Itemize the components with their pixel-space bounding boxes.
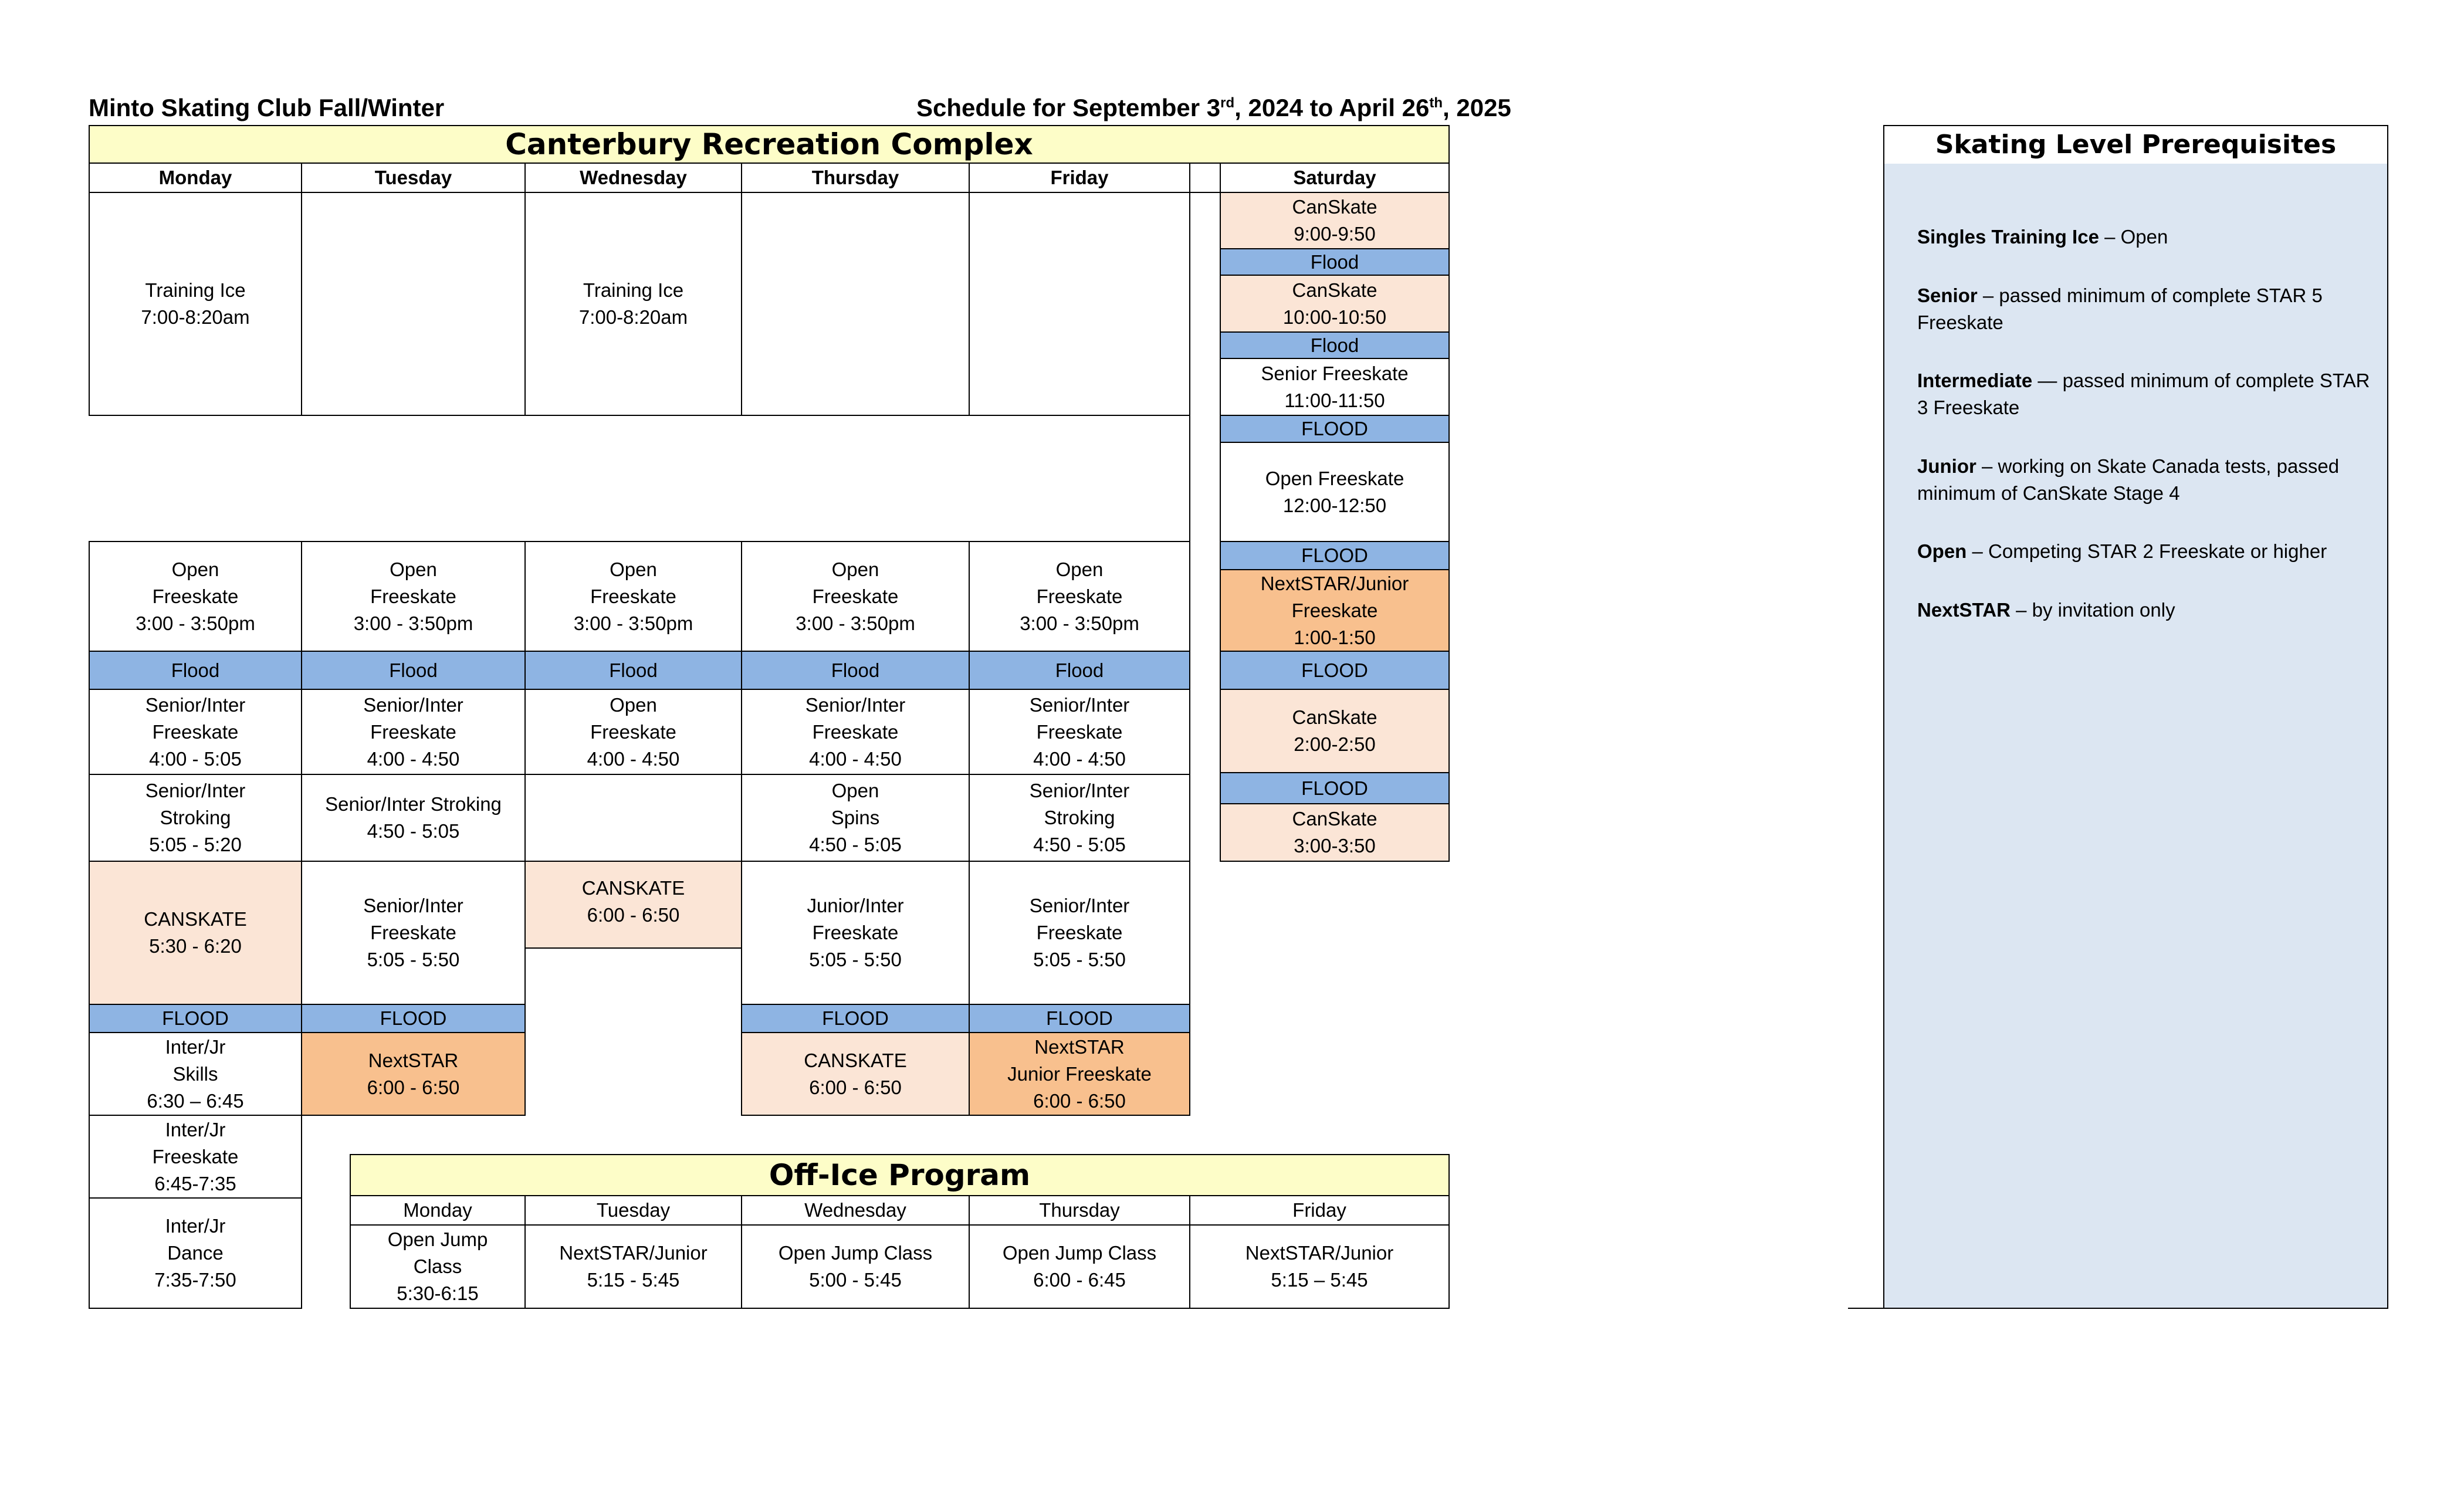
session-type: Freeskate [370, 720, 456, 743]
session-name: Open [610, 558, 657, 580]
session-name: Training Ice [145, 279, 246, 301]
monday-canskate [89, 861, 302, 1005]
session-type: Dance [167, 1242, 224, 1264]
session-name: CANSKATE [804, 1049, 907, 1071]
wednesday-flood-1: Flood [524, 651, 742, 690]
session-name: Inter/Jr [165, 1215, 226, 1237]
session-type: Freeskate [152, 1145, 239, 1167]
saturday-flood-6: FLOOD [1220, 772, 1450, 804]
session-type: Freeskate [152, 585, 239, 607]
session-time: 6:00 - 6:50 [809, 1076, 902, 1098]
session-type: Stroking [1044, 807, 1115, 828]
off-ice-day-friday: Friday [1189, 1195, 1450, 1226]
tuesday-morning-empty [301, 192, 526, 416]
session-name: Open [171, 558, 219, 580]
session-name: Open [1055, 558, 1104, 580]
tuesday-nextstar [301, 1032, 526, 1116]
session-name: Senior Freeskate [1261, 362, 1409, 384]
session-time: 2:00-2:50 [1294, 733, 1376, 755]
day-header-tuesday: Tuesday [301, 163, 526, 193]
session-time: 6:45-7:35 [154, 1172, 236, 1194]
header-spacer [1189, 163, 1221, 193]
session-type: Spins [831, 807, 880, 828]
session-time: 5:05 - 5:50 [1033, 949, 1126, 970]
saturday-flood-2: Flood [1220, 331, 1450, 359]
session-time: 4:00 - 4:50 [367, 747, 460, 770]
monday-inter-jr-skills [89, 1032, 302, 1116]
saturday-senior-freeskate [1220, 358, 1450, 416]
day-header-monday: Monday [89, 163, 302, 193]
session-time: 4:50 - 5:05 [1033, 834, 1126, 855]
session-type: Freeskate [1036, 922, 1123, 943]
session-name: Senior/Inter [1029, 693, 1130, 716]
session-time: 6:00 - 6:50 [367, 1076, 460, 1098]
monday-senior-inter-stroking [89, 774, 302, 862]
session-time: 5:00 - 5:45 [809, 1269, 902, 1291]
prereq-item: Singles Training Ice – Open [1917, 226, 2168, 248]
session-type: Freeskate [370, 922, 456, 943]
session-name: CanSkate [1292, 808, 1377, 830]
session-time: 9:00-9:50 [1294, 223, 1376, 245]
tuesday-senior-inter-freeskate-2 [301, 861, 526, 1005]
session-time: 3:00-3:50 [1294, 835, 1376, 857]
session-name: Open [610, 693, 657, 716]
off-ice-friday-nextstar-junior [1189, 1224, 1450, 1309]
session-time: 5:30 - 6:20 [149, 935, 242, 957]
prereq-item: Junior – working on Skate Canada tests, passed minimum of CanSkate Stage 4 [1917, 455, 2340, 504]
session-name: Inter/Jr [165, 1035, 226, 1058]
session-name: Inter/Jr [165, 1118, 226, 1140]
session-time: 12:00-12:50 [1282, 494, 1387, 516]
session-name: Open Jump Class [1002, 1242, 1157, 1264]
tuesday-flood-1: Flood [301, 651, 526, 690]
thursday-flood-2: FLOOD [741, 1004, 970, 1033]
session-time: 6:00 - 6:50 [587, 904, 680, 926]
monday-open-freeskate [89, 541, 302, 652]
saturday-flood-5: FLOOD [1220, 651, 1450, 690]
session-type: Freeskate [152, 720, 239, 743]
session-name: CanSkate [1292, 279, 1377, 301]
session-time: 5:15 - 5:45 [587, 1269, 680, 1291]
saturday-canskate-3 [1220, 689, 1450, 773]
session-time: 11:00-11:50 [1284, 389, 1385, 411]
session-name: Open [831, 780, 879, 801]
friday-nextstar-junior [969, 1032, 1190, 1116]
session-type: Freeskate [1036, 720, 1123, 743]
session-name: Open [390, 558, 437, 580]
friday-flood-2: FLOOD [969, 1004, 1190, 1033]
session-name: Open Freeskate [1265, 467, 1404, 489]
session-name: Senior/Inter [145, 693, 246, 716]
session-time: 5:15 – 5:45 [1271, 1269, 1368, 1291]
off-ice-wednesday-jump-class [741, 1224, 970, 1309]
session-name: Open [831, 558, 879, 580]
off-ice-day-monday: Monday [350, 1195, 526, 1226]
session-time: 4:00 - 4:50 [809, 747, 902, 770]
tuesday-open-freeskate [301, 541, 526, 652]
session-time: 3:00 - 3:50pm [136, 612, 255, 634]
session-time: 5:05 - 5:50 [367, 949, 460, 970]
club-title: Minto Skating Club Fall/Winter [89, 94, 445, 121]
session-time: 3:00 - 3:50pm [573, 612, 693, 634]
session-type: Freeskate [590, 585, 676, 607]
prereq-item: Senior – passed minimum of complete STAR 5 Freeskate [1917, 285, 2323, 333]
saturday-flood-4: FLOOD [1220, 541, 1450, 570]
saturday-flood-3: FLOOD [1220, 415, 1450, 443]
day-header-wednesday: Wednesday [524, 163, 742, 193]
session-time: 4:50 - 5:05 [367, 820, 460, 842]
session-name: CANSKATE [581, 877, 685, 899]
session-type: Stroking [160, 807, 231, 828]
session-time: 10:00-10:50 [1282, 306, 1387, 328]
day-header-friday: Friday [969, 163, 1190, 193]
thursday-morning-empty [741, 192, 970, 416]
off-ice-monday-jump-class [350, 1224, 526, 1309]
thursday-canskate [741, 1032, 970, 1116]
wednesday-open-freeskate-2 [524, 689, 742, 775]
session-type: Freeskate [1036, 585, 1123, 607]
session-name: NextSTAR/Junior [559, 1242, 708, 1264]
friday-senior-inter-freeskate [969, 689, 1190, 775]
session-name: Senior/Inter [363, 895, 463, 916]
session-name: NextSTAR [368, 1049, 459, 1071]
saturday-open-freeskate [1220, 442, 1450, 542]
session-name: Open Jump Class [778, 1242, 933, 1264]
saturday-canskate-2 [1220, 275, 1450, 333]
friday-flood-1: Flood [969, 651, 1190, 690]
session-time: 3:00 - 3:50pm [1020, 612, 1139, 634]
session-time: 7:35-7:50 [154, 1269, 236, 1291]
session-time: 3:00 - 3:50pm [353, 612, 473, 634]
session-time: 1:00-1:50 [1294, 626, 1376, 648]
tuesday-senior-inter-freeskate [301, 689, 526, 775]
session-time: 5:05 - 5:20 [149, 834, 242, 855]
session-type: Freeskate [812, 720, 899, 743]
tuesday-flood-2: FLOOD [301, 1004, 526, 1033]
session-name: CANSKATE [144, 908, 247, 930]
session-type: Class [413, 1255, 462, 1277]
session-time: 4:50 - 5:05 [809, 834, 902, 855]
session-name: Senior/Inter [363, 693, 463, 716]
session-name: NextSTAR [1034, 1035, 1125, 1058]
prerequisites-title: Skating Level Prerequisites [1883, 125, 2388, 165]
session-time: 3:00 - 3:50pm [796, 612, 915, 634]
day-header-thursday: Thursday [741, 163, 970, 193]
friday-senior-inter-freeskate-2 [969, 861, 1190, 1005]
session-time: 6:00 - 6:45 [1033, 1269, 1126, 1291]
session-type: Freeskate [370, 585, 456, 607]
saturday-canskate-4 [1220, 803, 1450, 862]
session-type: Freeskate [1291, 599, 1378, 621]
wednesday-canskate [524, 861, 742, 949]
prereq-item: Open – Competing STAR 2 Freeskate or higher [1917, 540, 2327, 562]
wednesday-training-ice [524, 192, 742, 416]
session-type: Skills [172, 1062, 218, 1085]
off-ice-day-wednesday: Wednesday [741, 1195, 970, 1226]
session-name: Training Ice [583, 279, 684, 301]
session-time: 6:00 - 6:50 [1033, 1089, 1126, 1112]
divider-line [1848, 1308, 1884, 1309]
prereq-item: NextSTAR – by invitation only [1917, 599, 2175, 621]
saturday-spacer-column [1189, 192, 1221, 862]
session-type: Freeskate [590, 720, 676, 743]
session-name: NextSTAR/Junior [1260, 572, 1409, 594]
main-schedule-title: Canterbury Recreation Complex [89, 125, 1450, 164]
monday-senior-inter-freeskate [89, 689, 302, 775]
thursday-open-freeskate [741, 541, 970, 652]
friday-senior-inter-stroking [969, 774, 1190, 862]
session-name: Senior/Inter [145, 780, 246, 801]
off-ice-day-tuesday: Tuesday [524, 1195, 742, 1226]
day-header-saturday: Saturday [1220, 163, 1450, 193]
session-name: Senior/Inter [1029, 780, 1130, 801]
session-name: NextSTAR/Junior [1245, 1242, 1394, 1264]
session-name: Senior/Inter Stroking [325, 793, 502, 815]
session-type: Freeskate [812, 585, 899, 607]
saturday-flood-1: Flood [1220, 248, 1450, 276]
session-time: 4:00 - 4:50 [587, 747, 680, 770]
prereq-item: Intermediate — passed minimum of complete STAR 3 Freeskate [1917, 370, 2370, 418]
wednesday-open-freeskate [524, 541, 742, 652]
wednesday-empty-slot [524, 774, 742, 862]
schedule-dates: Schedule for September 3rd, 2024 to April 26th, 2025 [916, 94, 1511, 121]
friday-morning-empty [969, 192, 1190, 416]
off-ice-program-title: Off-Ice Program [350, 1154, 1450, 1196]
session-time: 5:30-6:15 [397, 1282, 479, 1304]
session-name: Open Jump [387, 1228, 488, 1250]
session-time: 7:00-8:20am [141, 306, 250, 328]
session-type: Junior Freeskate [1007, 1062, 1152, 1085]
monday-flood-2: FLOOD [89, 1004, 302, 1033]
monday-inter-jr-freeskate [89, 1115, 302, 1199]
thursday-junior-inter-freeskate [741, 861, 970, 1005]
thursday-open-spins [741, 774, 970, 862]
session-time: 7:00-8:20am [578, 306, 688, 328]
saturday-nextstar-junior [1220, 569, 1450, 652]
off-ice-thursday-jump-class [969, 1224, 1190, 1309]
thursday-flood-1: Flood [741, 651, 970, 690]
thursday-senior-inter-freeskate [741, 689, 970, 775]
tuesday-senior-inter-stroking [301, 774, 526, 862]
session-time: 6:30 – 6:45 [147, 1089, 244, 1112]
monday-flood-1: Flood [89, 651, 302, 690]
session-type: Freeskate [812, 922, 899, 943]
session-time: 4:00 - 4:50 [1033, 747, 1126, 770]
prerequisites-panel [1883, 164, 2388, 1309]
session-name: Senior/Inter [1029, 895, 1130, 916]
monday-inter-jr-dance [89, 1197, 302, 1309]
session-name: CanSkate [1292, 706, 1377, 728]
saturday-canskate-1 [1220, 192, 1450, 249]
session-time: 5:05 - 5:50 [809, 949, 902, 970]
session-name: Junior/Inter [807, 895, 904, 916]
session-name: Senior/Inter [805, 693, 906, 716]
off-ice-day-thursday: Thursday [969, 1195, 1190, 1226]
session-time: 4:00 - 5:05 [149, 747, 242, 770]
monday-training-ice [89, 192, 302, 416]
friday-open-freeskate [969, 541, 1190, 652]
off-ice-tuesday-nextstar-junior [524, 1224, 742, 1309]
session-name: CanSkate [1292, 196, 1377, 218]
